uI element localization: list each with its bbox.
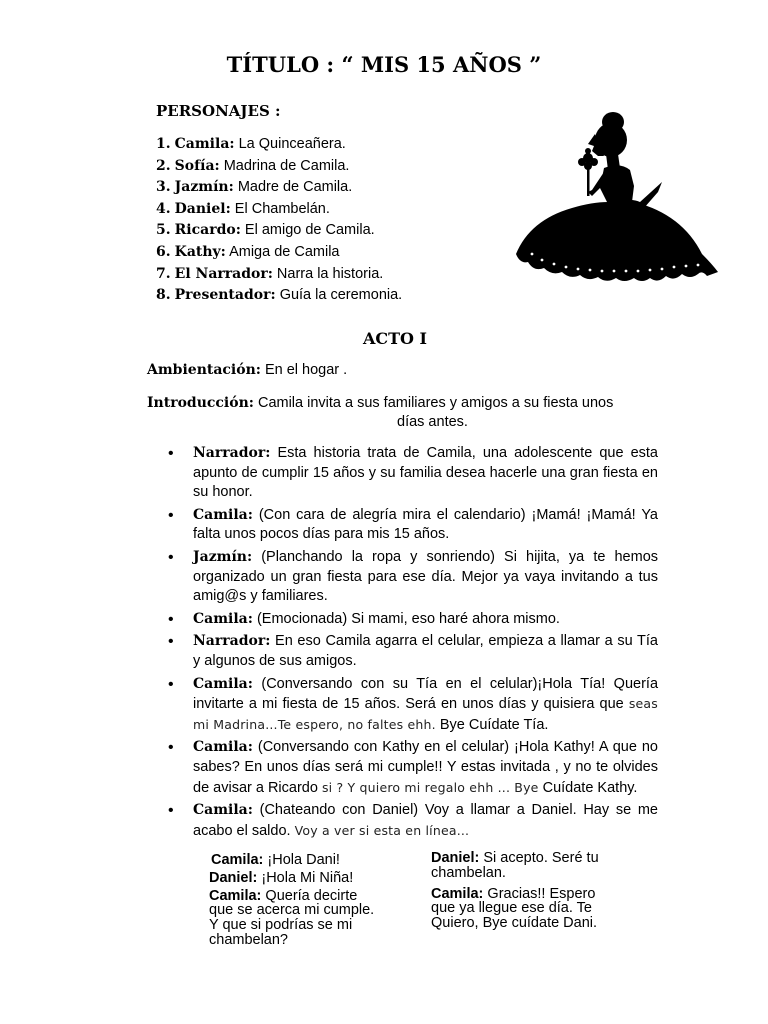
cast-name: El Narrador: xyxy=(174,265,273,282)
dialogue-item xyxy=(168,444,658,503)
cast-role: Madre de Camila. xyxy=(237,179,353,196)
speaker-name: Jazmín: xyxy=(193,548,253,565)
dialogue-item xyxy=(168,610,658,630)
cast-role: Amiga de Camila xyxy=(229,243,340,260)
cast-number: 4. xyxy=(156,200,171,217)
chat-text: Quería decirte que se acerca mi cumple. Y que si podrías se mi chambelan? xyxy=(209,887,375,948)
setting-label: Ambientación: xyxy=(147,362,261,378)
dialogue-text: (Con cara de alegría mira el calendario) ¡Mamá! ¡Mamá! Ya falta unos pocos días para mis 15 años. xyxy=(193,506,658,543)
cast-item xyxy=(156,220,402,242)
chat-text: Si acepto. Seré tu chambelan. xyxy=(431,850,599,881)
cast-role: El amigo de Camila. xyxy=(244,222,375,239)
cast-number: 3. xyxy=(156,179,171,196)
dialogue-text: (Chateando con Daniel) Voy a llamar a Daniel. Hay se me acabo el saldo. xyxy=(193,802,658,839)
chat-speaker: Camila: xyxy=(211,852,264,868)
dialogue-item xyxy=(168,632,658,671)
cast-number: 1. xyxy=(156,136,171,152)
cast-name: Presentador: xyxy=(174,287,276,304)
introduction-label: Introducción: xyxy=(147,395,254,411)
introduction-text: Camila invita a sus familiares y amigos a su fiesta unos xyxy=(257,395,614,411)
dialogue-item xyxy=(168,738,658,798)
introduction-line xyxy=(147,394,667,432)
cast-heading: PERSONAJES : xyxy=(156,102,281,120)
cast-name: Jazmín: xyxy=(174,179,234,196)
cast-name: Daniel: xyxy=(174,200,231,217)
speaker-name: Narrador: xyxy=(193,445,271,461)
setting-text: En el hogar . xyxy=(264,362,348,378)
act-heading: ACTO I xyxy=(362,329,428,348)
chat-message xyxy=(431,851,611,881)
chat-speaker: Daniel: xyxy=(209,869,258,886)
dialogue-text: (Conversando con Kathy en el celular) ¡Hola Kathy! A que no sabes? En unos días será mi cumple!! Y estas invitada , y no te olvides de avisar a Ricardo xyxy=(193,739,658,796)
chat-text: ¡Hola Dani! xyxy=(267,852,340,868)
dialogue-text: (Planchando la ropa y sonriendo) Si hijita, ya te hemos organizado un gran fiesta para ese día. Mejor ya vaya invitando a tus amig@s y familiares. xyxy=(193,548,659,605)
chat-message xyxy=(209,853,379,868)
cast-item xyxy=(156,156,402,178)
chat-text: ¡Hola Mi Niña! xyxy=(261,869,354,886)
speaker-name: Camila: xyxy=(193,739,253,756)
cast-item xyxy=(156,285,402,307)
chat-message xyxy=(209,889,379,948)
chat-message xyxy=(431,887,611,931)
cast-name: Sofía: xyxy=(174,157,220,174)
cast-name: Camila: xyxy=(174,136,235,152)
cast-item xyxy=(156,134,402,156)
dialogue-text-alt-font: seas mi Madrina...Te espero, no faltes ehh. xyxy=(193,696,658,732)
chat-message xyxy=(209,871,379,886)
cast-list xyxy=(156,134,402,307)
cast-role: Narra la historia. xyxy=(276,265,384,282)
cast-name: Ricardo: xyxy=(174,222,241,239)
page-title: TÍTULO : “ MIS 15 AÑOS ” xyxy=(226,52,542,77)
cast-role: Madrina de Camila. xyxy=(223,157,350,174)
dialogue-text: Esta historia trata de Camila, una adolescente que esta apunto de cumplir 15 años y su familia desea hacerle una gran fiesta en su honor. xyxy=(193,445,659,501)
chat-column-left xyxy=(209,853,379,951)
chat-column-right xyxy=(431,851,611,934)
dialogue-text: (Emocionada) Si mami, eso haré ahora mismo. xyxy=(256,610,560,627)
cast-number: 8. xyxy=(156,287,171,304)
chat-speaker: Camila: xyxy=(431,885,484,902)
cast-item xyxy=(156,199,402,221)
setting-line xyxy=(147,362,347,378)
cast-number: 6. xyxy=(156,243,171,260)
dialogue-list xyxy=(168,444,658,844)
cast-name: Kathy: xyxy=(174,243,226,260)
dialogue-text-alt-font: si ? Y quiero mi regalo ehh ... Bye xyxy=(321,779,539,795)
speaker-name: Camila: xyxy=(193,802,253,819)
cast-item xyxy=(156,242,402,264)
quinceanera-silhouette-icon xyxy=(512,104,722,286)
dialogue-text: (Conversando con su Tía en el celular)¡Hola Tía! Quería invitarte a mi fiesta de 15 años. Será en unos días y quisiera que xyxy=(193,675,659,713)
cast-role: La Quinceañera. xyxy=(238,136,346,152)
dialogue-item xyxy=(168,675,658,736)
chat-speaker: Daniel: xyxy=(431,850,480,866)
speaker-name: Camila: xyxy=(193,610,253,627)
dialogue-text-alt-font: Voy a ver si esta en línea... xyxy=(294,822,470,838)
dialogue-text-tail: Bye Cuídate Tía. xyxy=(439,716,549,733)
cast-item xyxy=(156,264,402,286)
chat-text: Gracias!! Espero que ya llegue ese día. Te Quiero, Bye cuídate Dani. xyxy=(431,885,598,932)
dialogue-item xyxy=(168,548,658,607)
cast-number: 5. xyxy=(156,222,171,239)
cast-item xyxy=(156,177,402,199)
cast-number: 2. xyxy=(156,157,171,174)
introduction-text-continued: días antes. xyxy=(397,414,468,430)
dialogue-item xyxy=(168,801,658,841)
dialogue-text: En eso Camila agarra el celular, empieza a llamar a su Tía y algunos de sus amigos. xyxy=(193,633,658,669)
speaker-name: Narrador: xyxy=(193,633,271,650)
cast-number: 7. xyxy=(156,265,171,282)
dialogue-item xyxy=(168,506,658,545)
speaker-name: Camila: xyxy=(193,506,253,523)
dialogue-text-tail: Cuídate Kathy. xyxy=(542,779,638,796)
chat-speaker: Camila: xyxy=(209,887,262,904)
cast-role: El Chambelán. xyxy=(234,200,330,217)
cast-role: Guía la ceremonia. xyxy=(279,287,403,304)
speaker-name: Camila: xyxy=(193,675,253,692)
